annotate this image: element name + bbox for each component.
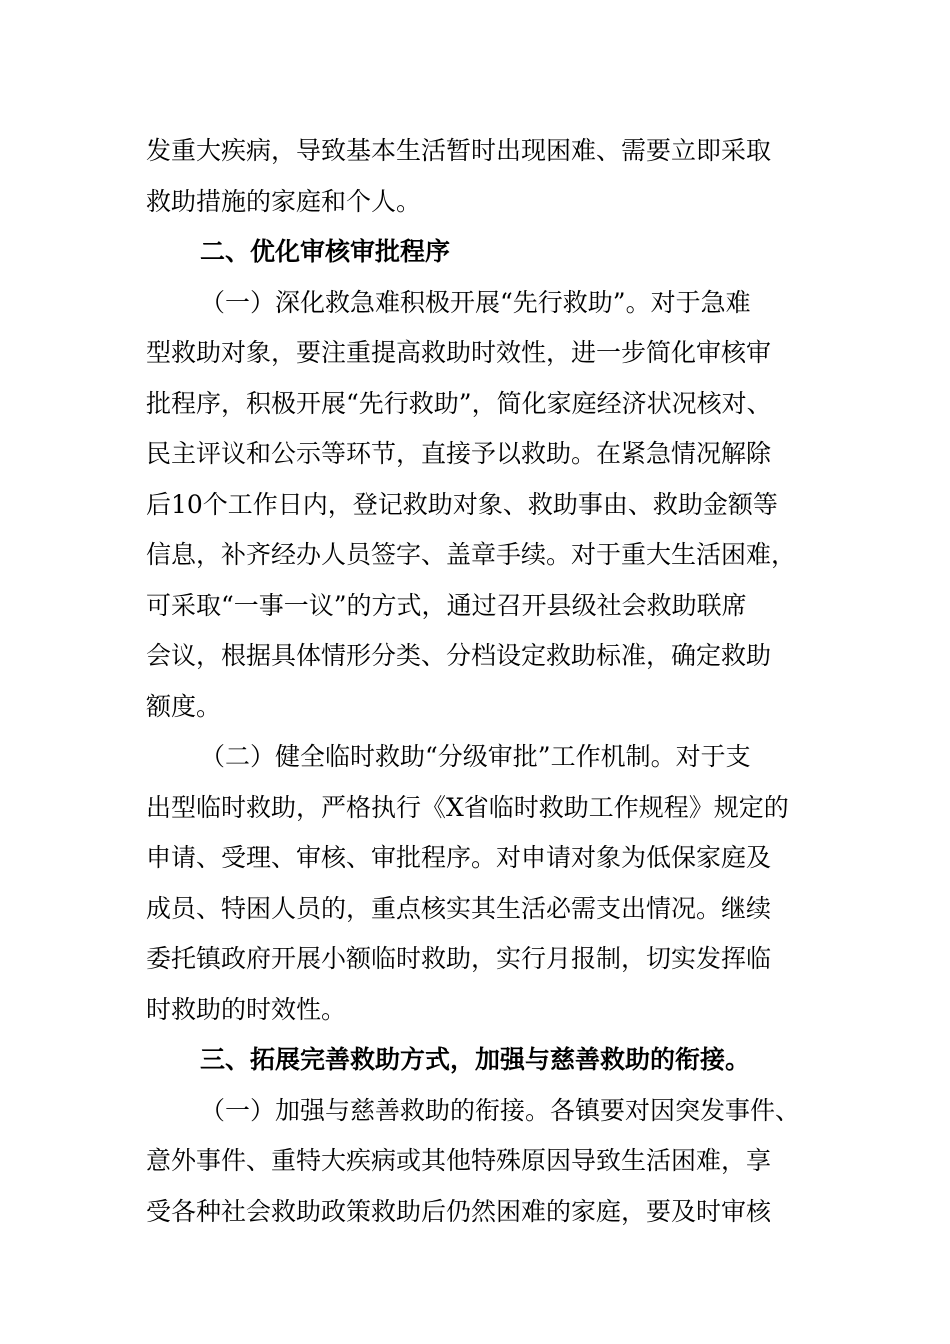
body-line-7: 民主评议和公示等环节，直接予以救助。在紧急情况解除 (146, 439, 772, 468)
body-line-11: 会议，根据具体情形分类、分档设定救助标准，确定救助 (146, 641, 772, 670)
subsection-3-1-first-line: （一）加强与慈善救助的衔接。各镇要对因突发事件、 (200, 1095, 801, 1125)
body-line-2: 救助措施的家庭和个人。 (146, 186, 422, 216)
body-line-22: 受各种社会救助政策救助后仍然困难的家庭，要及时审核 (146, 1196, 772, 1226)
body-line-18: 时救助的时效性。 (146, 994, 347, 1024)
body-line-6: 批程序，积极开展“先行救助”，简化家庭经济状况核对、 (146, 388, 772, 418)
section-heading-3: 三、拓展完善救助方式，加强与慈善救助的衔接。 (200, 1045, 751, 1074)
subsection-2-2-first-line: （二）健全临时救助“分级审批”工作机制。对于支 (200, 742, 751, 771)
body-line-21: 意外事件、重特大疾病或其他特殊原因导致生活困难，享 (146, 1146, 772, 1175)
body-line-14: 出型临时救助，严格执行《X省临时救助工作规程》规定的 (146, 792, 789, 822)
subsection-2-1-first-line: （一）深化救急难积极开展“先行救助”。对于急难 (200, 287, 751, 317)
body-line-9: 信息，补齐经办人员签字、盖章手续。对于重大生活困难， (146, 540, 797, 569)
body-line-16: 成员、特困人员的，重点核实其生活必需支出情况。继续 (146, 893, 772, 923)
body-line-17: 委托镇政府开展小额临时救助，实行月报制，切实发挥临 (146, 944, 772, 973)
body-line-12: 额度。 (146, 691, 222, 721)
body-line-5: 型救助对象，要注重提高救助时效性，进一步简化审核审 (146, 338, 772, 367)
body-line-1: 发重大疾病，导致基本生活暂时出现困难、需要立即采取 (146, 136, 772, 165)
body-line-15: 申请、受理、审核、审批程序。对申请对象为低保家庭及 (146, 843, 772, 872)
body-line-8: 后10个工作日内，登记救助对象、救助事由、救助金额等 (146, 489, 778, 519)
body-line-10: 可采取“一事一议”的方式，通过召开县级社会救助联席 (146, 590, 747, 620)
document-body (146, 126, 806, 1237)
section-heading-2: 二、优化审核审批程序 (200, 237, 451, 266)
